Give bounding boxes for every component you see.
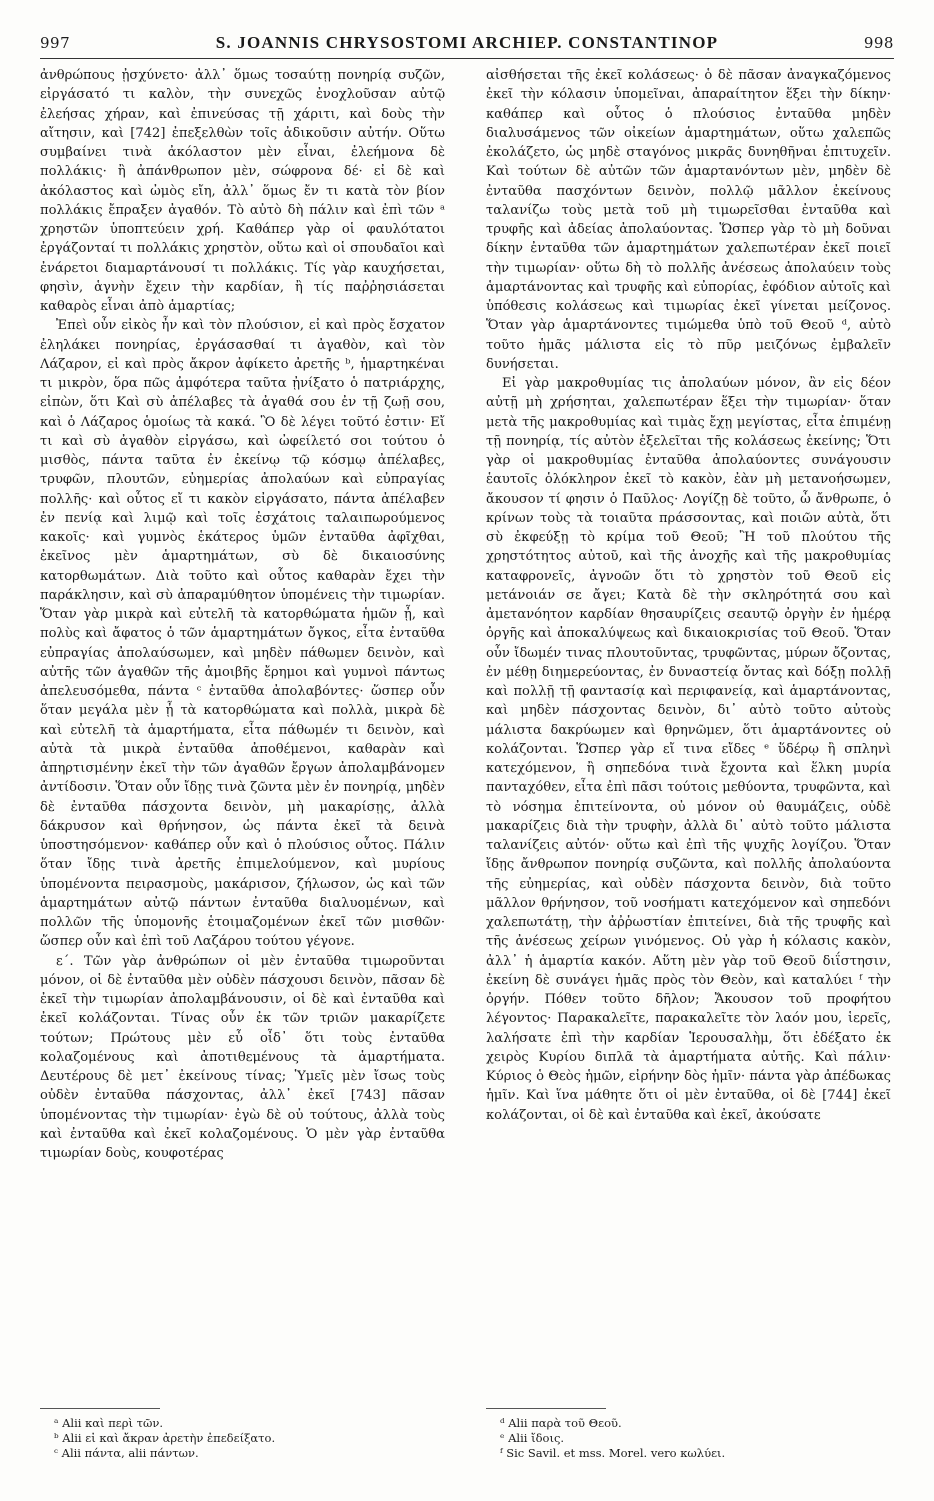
right-page-number: 998 (863, 34, 894, 52)
column-gutter (466, 66, 467, 1396)
footnote: ᶜ Alii πάντα, alii πάντων. (54, 1446, 199, 1460)
running-title: S. JOANNIS CHRYSOSTOMI ARCHIEP. CONSTANTINOP (215, 33, 719, 52)
left-page-number: 997 (40, 34, 71, 52)
paragraph: Εἰ γὰρ μακροθυμίας τις ἀπολαύων μόνον, ἂν εἰς δέον αὐτῇ μὴ χρήσηται, χαλεπωτέραν ἕξει τὴν τιμωρίαν· ὅταν μετὰ τῆς μακροθυμίας καὶ τιμὰς ἔχῃ μεγίστας, εἶτα ἐπιμένῃ τῇ πονηρίᾳ, τίς αὐτὸν ἐξελεῖται τῆς κολάσεως ἐκείνης; Ὅτι γὰρ οἱ μακροθυμίας ἐνταῦθα ἀπολαύοντες συνάγουσιν ἑαυτοῖς ὁλόκληρον ἐκεῖ τὸ κακὸν, ἐὰν μὴ μετανοήσωμεν, ἄκουσον τί φησιν ὁ Παῦλος· Λογίζῃ δὲ τοῦτο, ὦ ἄνθρωπε, ὁ κρίνων τοὺς τὰ τοιαῦτα πράσσοντας, καὶ ποιῶν αὐτὰ, ὅτι σὺ ἐκφεύξῃ τὸ κρίμα τοῦ Θεοῦ; Ἢ τοῦ πλούτου τῆς χρηστότητος αὐτοῦ, καὶ τῆς ἀνοχῆς καὶ τῆς μακροθυμίας καταφρονεῖς, ἀγνοῶν ὅτι τὸ χρηστὸν τοῦ Θεοῦ εἰς μετάνοιάν σε ἄγει; Κατὰ δὲ τὴν σκληρότητά σου καὶ ἀμετανόητον καρδίαν θησαυρίζεις σεαυτῷ ὀργὴν ἐν ἡμέρᾳ ὀργῆς καὶ ἀποκαλύψεως καὶ δικαιοκρισίας τοῦ Θεοῦ. Ὅταν οὖν ἴδωμέν τινας πλουτοῦντας, τρυφῶντας, μύρων ὄζοντας, ἐν μέθῃ διημερεύοντας, ἐν δυναστείᾳ ὄντας καὶ δόξῃ πολλῇ καὶ πολλῇ τῇ φαντασίᾳ καὶ περιφανείᾳ, καὶ ἁμαρτάνοντας, καὶ μηδὲν πάσχοντας δεινὸν, δι᾽ αὐτὸ τοῦτο αὐτοὺς μάλιστα δακρύωμεν καὶ θρηνῶμεν, ὅτι ἁμαρτάνοντες οὐ κολάζονται. Ὥσπερ γὰρ εἴ τινα εἴδες ᵉ ὕδέρῳ ἢ σπληνὶ κατεχόμενον, ἢ σηπεδόνα τινὰ ἔχοντα καὶ ἕλκη μυρία πανταχόθεν, εἶτα ἐπὶ πᾶσι τούτοις μεθύοντα, τρυφῶντα, καὶ τὸ νόσημα ἐπιτείνοντα, οὐ μόνον οὐ θαυμάζεις, οὐδὲ μακαρίζεις διὰ τὴν τρυφὴν, ἀλλὰ δι᾽ αὐτὸ τοῦτο μάλιστα ταλανίζεις αὐτόν· οὕτω καὶ ἐπὶ τῆς ψυχῆς λογίζου. Ὅταν ἴδῃς ἄνθρωπον πονηρίᾳ συζῶντα, καὶ πολλῆς ἀπολαύοντα τῆς εὐημερίας, καὶ οὐδὲν πάσχοντα δεινὸν, διὰ τοῦτο μᾶλλον θρήνησον, τοῦ νοσήματι κατεχόμενον καὶ σηπεδόνι χαλεπωτάτῃ, τὴν ἀῤῥωστίαν ἐπιτείνει, διὰ τῆς τρυφῆς καὶ τῆς ἀνέσεως χείρων γινόμενος. Οὐ γὰρ ἡ κόλασις κακὸν, ἀλλ᾽ ἡ ἁμαρτία κακόν. Αὕτη μὲν γὰρ τοῦ Θεοῦ διΐστησιν, ἐκείνη δὲ συνάγει ἡμᾶς πρὸς τὸν Θεὸν, καὶ καταλύει ᶠ τὴν ὀργήν. Πόθεν τοῦτο δῆλον; Ἄκουσον τοῦ προφήτου λέγοντος· Παρακαλεῖτε, παρακαλεῖτε τὸν λαόν μου, ἱερεῖς, λαλήσατε ἐπὶ τὴν καρδίαν Ἱερουσαλὴμ, ὅτι ἐδέξατο ἐκ χειρὸς Κυρίου διπλᾶ τὰ ἁμαρτήματα αὐτῆς. Καὶ πάλιν· Κύριος ὁ Θεὸς ἡμῶν, εἰρήνην δὸς ἡμῖν· πάντα γὰρ ἀπέδωκας ἡμῖν. Καὶ ἵνα μάθητε ὅτι οἱ μὲν ἐνταῦθα, οἱ δὲ [744] ἐκεῖ κολάζονται, οἱ δὲ καὶ ἐνταῦθα καὶ ἐκεῖ, ἀκούσατε (486, 376, 891, 1123)
paragraph: ἀνθρώπους ᾐσχύνετο· ἀλλ᾽ ὅμως τοσαύτῃ πονηρίᾳ συζῶν, εἰργάσατό τι καλὸν, τὴν συνεχῶς ἐνοχλοῦσαν αὐτῷ ἐλεήσας χήραν, καὶ ἐπινεύσας τῇ χάριτι, καὶ δοὺς τὴν αἴτησιν, καὶ [742] ἐπεξελθὼν τοῖς ἀδικοῦσιν αὐτήν. Οὕτω συμβαίνει τινὰ ἀκόλαστον μὲν εἶναι, ἐλεήμονα δὲ πολλάκις· ἢ ἀπάνθρωπον μὲν, σώφρονα δέ· εἰ δὲ καὶ ἀκόλαστος καὶ ὠμὸς εἴη, ἀλλ᾽ ὅμως ἔν τι κατὰ τὸν βίον πολλάκις ἔπραξεν ἀγαθόν. Τὸ αὐτὸ δὴ πάλιν καὶ ἐπὶ τῶν ᵃ χρηστῶν ὑποπτεύειν χρή. Καθάπερ γὰρ οἱ φαυλότατοι ἐργάζονταί τι πολλάκις χρηστὸν, οὕτω καὶ οἱ σπουδαῖοι καὶ ἐνάρετοι διαμαρτάνουσί τι πολλάκις. Τίς γὰρ καυχήσεται, φησὶν, ἁγνὴν ἔχειν τὴν καρδίαν, ἢ τίς παῤῥησιάσεται καθαρὸς εἶναι ἀπὸ ἁμαρτίας; (40, 68, 445, 314)
running-header (40, 28, 894, 59)
right-text-column (486, 66, 891, 1396)
footnote: ᵈ Alii παρὰ τοῦ Θεοῦ. (500, 1416, 622, 1430)
paragraph: αἰσθήσεται τῆς ἐκεῖ κολάσεως· ὁ δὲ πᾶσαν ἀναγκαζόμενος ἐκεῖ τὴν κόλασιν ὑπομεῖναι, ἀπαραίτητον ἕξει τὴν δίκην· καθάπερ καὶ οὗτος ὁ πλούσιος ἐνταῦθα μηδὲν διαλυσάμενος τῶν οἰκείων ἁμαρτημάτων, οὕτω χαλεπῶς ἐκολάζετο, ὡς μηδὲ σταγόνος μικρᾶς δυνηθῆναι ἐπιτυχεῖν. Καὶ τούτων δὲ αὐτῶν τῶν ἁμαρτανόντων μὲν, μηδὲν δὲ ἐνταῦθα πασχόντων δεινὸν, πολλῷ μᾶλλον ἐκείνους ταλανίζω τοὺς μετὰ τοῦ μὴ τιμωρεῖσθαι ἐνταῦθα καὶ τρυφῆς καὶ ἀδείας ἀπολαύοντας. Ὥσπερ γὰρ τὸ μὴ δοῦναι δίκην ἐνταῦθα τῶν ἁμαρτημάτων χαλεπωτέραν ἐκεῖ ποιεῖ τὴν τιμωρίαν· οὕτω δὴ τὸ πολλῆς ἀνέσεως ἀπολαύειν τοὺς ἁμαρτάνοντας καὶ τρυφῆς καὶ εὐπορίας, ἐφόδιον αὐτοῖς καὶ ὑπόθεσις κολάσεως καὶ τιμωρίας ἐκεῖ γίνεται μείζονος. Ὅταν γὰρ ἁμαρτάνοντες τιμώμεθα ὑπὸ τοῦ Θεοῦ ᵈ, αὐτὸ τοῦτο ἡμᾶς μάλιστα εἰς τὸ πῦρ μειζόνως ἐμβαλεῖν δυνήσεται. (486, 68, 891, 372)
footnote-rule (486, 1408, 606, 1409)
footnote: ᵇ Alii εἰ καὶ ἄκραν ἀρετὴν ἐπεδείξατο. (54, 1431, 276, 1445)
paragraph: ε΄. Τῶν γὰρ ἀνθρώπων οἱ μὲν ἐνταῦθα τιμωροῦνται μόνον, οἱ δὲ ἐνταῦθα μὲν οὐδὲν πάσχουσι δεινὸν, πᾶσαν δὲ ἐκεῖ τὴν τιμωρίαν ἀπολαμβάνουσιν, οἱ δὲ καὶ ἐνταῦθα καὶ ἐκεῖ κολάζονται. Τίνας οὖν ἐκ τῶν τριῶν μακαρίζετε τούτων; Πρώτους μὲν εὖ οἶδ᾽ ὅτι τοὺς ἐνταῦθα κολαζομένους καὶ ἀποτιθεμένους τὰ ἁμαρτήματα. Δευτέρους δὲ μετ᾽ ἐκείνους τίνας; Ὑμεῖς μὲν ἴσως τοὺς οὐδὲν ἐνταῦθα πάσχοντας, ἀλλ᾽ ἐκεῖ [743] πᾶσαν ὑπομένοντας τὴν τιμωρίαν· ἐγὼ δὲ οὐ τούτους, ἀλλὰ τοὺς καὶ ἐνταῦθα καὶ ἐκεῖ κολαζομένους. Ὁ μὲν γὰρ ἐνταῦθα τιμωρίαν δοὺς, κουφοτέρας (40, 953, 445, 1161)
footnote: ᶠ Sic Savil. et mss. Morel. vero κωλύει. (500, 1446, 726, 1460)
footnote: ᵉ Alii ἴδοις. (500, 1431, 565, 1445)
footnote-rule (40, 1408, 160, 1409)
footnotes-left (40, 1416, 445, 1461)
left-text-column (40, 66, 445, 1396)
footnote: ᵃ Alii καὶ περὶ τῶν. (54, 1416, 164, 1430)
footnotes-right (486, 1416, 891, 1461)
paragraph: Ἐπεὶ οὖν εἰκὸς ἦν καὶ τὸν πλούσιον, εἰ καὶ πρὸς ἔσχατον ἐληλάκει πονηρίας, ἐργάσασθαί τι ἀγαθὸν, καὶ τὸν Λάζαρον, εἰ καὶ πρὸς ἄκρον ἀφίκετο ἀρετῆς ᵇ, ἡμαρτηκέναι τι μικρὸν, ὅρα πῶς ἀμφότερα ταῦτα ᾐνίξατο ὁ πατριάρχης, εἰπὼν, ὅτι Καὶ σὺ ἀπέλαβες τὰ ἀγαθά σου ἐν τῇ ζωῇ σου, καὶ ὁ Λάζαρος ὁμοίως τὰ κακά. Ὃ δὲ λέγει τοῦτό ἐστιν· Εἴ τι καὶ σὺ ἀγαθὸν εἰργάσω, καὶ ὠφείλετό σοι τούτου ὁ μισθὸς, πάντα ταῦτα ἐν ἐκείνῳ τῷ κόσμῳ ἀπέλαβες, τρυφῶν, πλουτῶν, εὐημερίας ἀπολαύων καὶ εὐπραγίας πολλῆς· καὶ οὗτος εἴ τι κακὸν εἰργάσατο, πάντα ἀπέλαβεν ἐν πενίᾳ καὶ λιμῷ καὶ τοῖς ἐσχάτοις ταλαιπωρούμενος κακοῖς· καὶ γυμνὸς ἑκάτερος ὑμῶν ἐνταῦθα ἀφῖχθαι, ἐκεῖνος μὲν ἁμαρτημάτων, σὺ δὲ δικαιοσύνης κατορθωμάτων. Διὰ τοῦτο καὶ οὗτος καθαρὰν ἔχει τὴν παράκλησιν, καὶ σὺ ἀπαραμύθητον ὑπομένεις τὴν τιμωρίαν. Ὅταν γὰρ μικρὰ καὶ εὐτελῆ τὰ κατορθώματα ἡμῶν ᾖ, καὶ πολὺς καὶ ἄφατος ὁ τῶν ἁμαρτημάτων ὄγκος, εἶτα ἐνταῦθα εὐπραγίας ἀπολαύσωμεν, καὶ μηδὲν πάθωμεν δεινὸν, καὶ αὐτῆς τῶν ἀγαθῶν τῆς ἀμοιβῆς ἔρημοι καὶ γυμνοὶ πάντως ἀπελευσόμεθα, πάντα ᶜ ἐνταῦθα ἀπολαβόντες· ὥσπερ οὖν ὅταν μεγάλα μὲν ᾖ τὰ κατορθώματα καὶ πολλὰ, μικρὰ δὲ καὶ εὐτελῆ τὰ ἁμαρτήματα, εἶτα πάθωμέν τι δεινὸν, καὶ αὐτὰ τὰ μικρὰ ἐνταῦθα ἀποθέμενοι, καθαρὰν καὶ ἀπηρτισμένην ἐκεῖ τὴν τῶν ἀγαθῶν ἔργων ἀπολαμβάνομεν ἀντίδοσιν. Ὅταν οὖν ἴδῃς τινὰ ζῶντα μὲν ἐν πονηρίᾳ, μηδὲν δὲ ἐνταῦθα πάσχοντα δεινὸν, μὴ μακαρίσῃς, ἀλλὰ δάκρυσον καὶ θρήνησον, ὡς πάντα ἐκεῖ τὰ δεινὰ ὑποστησόμενον· καθάπερ οὖν καὶ ὁ πλούσιος οὗτος. Πάλιν ὅταν ἴδῃς τινὰ ἀρετῆς ἐπιμελούμενον, καὶ μυρίους ὑπομένοντα πειρασμοὺς, μακάρισον, ζήλωσον, ὡς καὶ τῶν ἁμαρτημάτων αὐτῷ πάντων ἐνταῦθα διαλυομένων, καὶ πολλῶν τῆς ὑπομονῆς ἑτοιμαζομένων ἐκεῖ τῶν μισθῶν· ὥσπερ οὖν καὶ ἐπὶ τοῦ Λαζάρου τούτου γέγονε. (40, 318, 445, 950)
